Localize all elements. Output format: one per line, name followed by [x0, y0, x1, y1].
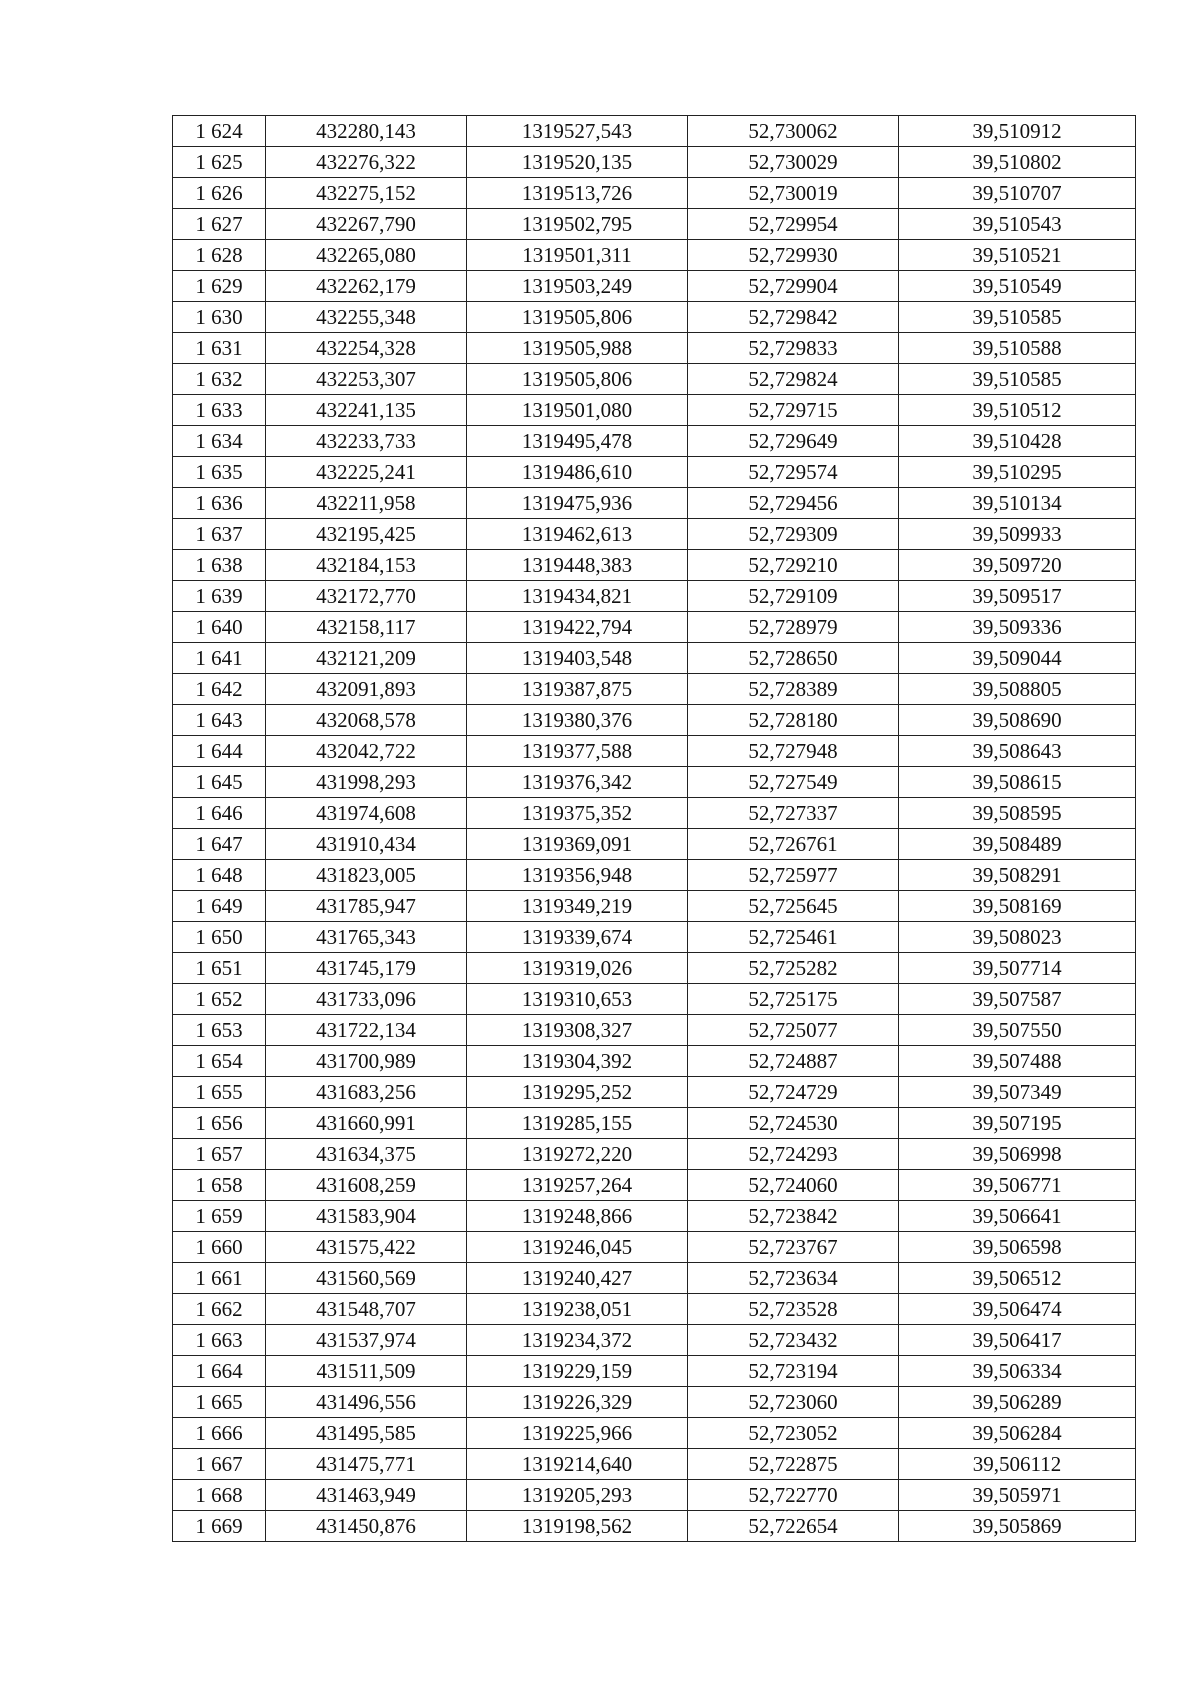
- y-coordinate-cell: 1319434,821: [467, 581, 688, 612]
- longitude-cell: 39,509044: [899, 643, 1136, 674]
- longitude-cell: 39,510802: [899, 147, 1136, 178]
- y-coordinate-cell: 1319356,948: [467, 860, 688, 891]
- table-row: [173, 674, 1136, 705]
- x-coordinate-cell: 432091,893: [266, 674, 467, 705]
- x-coordinate-cell: 431575,422: [266, 1232, 467, 1263]
- table-row: [173, 209, 1136, 240]
- latitude-cell: 52,730029: [688, 147, 899, 178]
- x-coordinate-cell: 432042,722: [266, 736, 467, 767]
- latitude-cell: 52,725282: [688, 953, 899, 984]
- x-coordinate-cell: 432225,241: [266, 457, 467, 488]
- point-number-cell: 1 637: [173, 519, 266, 550]
- y-coordinate-cell: 1319448,383: [467, 550, 688, 581]
- y-coordinate-cell: 1319198,562: [467, 1511, 688, 1542]
- longitude-cell: 39,507714: [899, 953, 1136, 984]
- x-coordinate-cell: 432158,117: [266, 612, 467, 643]
- y-coordinate-cell: 1319486,610: [467, 457, 688, 488]
- latitude-cell: 52,723194: [688, 1356, 899, 1387]
- longitude-cell: 39,506598: [899, 1232, 1136, 1263]
- latitude-cell: 52,729715: [688, 395, 899, 426]
- point-number-cell: 1 640: [173, 612, 266, 643]
- longitude-cell: 39,508595: [899, 798, 1136, 829]
- table-row: [173, 240, 1136, 271]
- longitude-cell: 39,510134: [899, 488, 1136, 519]
- table-row: [173, 1015, 1136, 1046]
- longitude-cell: 39,508690: [899, 705, 1136, 736]
- table-row: [173, 1449, 1136, 1480]
- x-coordinate-cell: 432275,152: [266, 178, 467, 209]
- point-number-cell: 1 625: [173, 147, 266, 178]
- latitude-cell: 52,729833: [688, 333, 899, 364]
- longitude-cell: 39,506284: [899, 1418, 1136, 1449]
- point-number-cell: 1 648: [173, 860, 266, 891]
- latitude-cell: 52,724729: [688, 1077, 899, 1108]
- latitude-cell: 52,725077: [688, 1015, 899, 1046]
- table-row: [173, 1046, 1136, 1077]
- y-coordinate-cell: 1319422,794: [467, 612, 688, 643]
- table-row: [173, 767, 1136, 798]
- table-row: [173, 1170, 1136, 1201]
- latitude-cell: 52,723528: [688, 1294, 899, 1325]
- longitude-cell: 39,508805: [899, 674, 1136, 705]
- longitude-cell: 39,510585: [899, 302, 1136, 333]
- point-number-cell: 1 642: [173, 674, 266, 705]
- y-coordinate-cell: 1319339,674: [467, 922, 688, 953]
- y-coordinate-cell: 1319502,795: [467, 209, 688, 240]
- table-row: [173, 1511, 1136, 1542]
- point-number-cell: 1 646: [173, 798, 266, 829]
- y-coordinate-cell: 1319272,220: [467, 1139, 688, 1170]
- longitude-cell: 39,509517: [899, 581, 1136, 612]
- point-number-cell: 1 651: [173, 953, 266, 984]
- latitude-cell: 52,729649: [688, 426, 899, 457]
- point-number-cell: 1 628: [173, 240, 266, 271]
- point-number-cell: 1 661: [173, 1263, 266, 1294]
- point-number-cell: 1 655: [173, 1077, 266, 1108]
- table-row: [173, 519, 1136, 550]
- point-number-cell: 1 638: [173, 550, 266, 581]
- y-coordinate-cell: 1319503,249: [467, 271, 688, 302]
- table-row: [173, 829, 1136, 860]
- point-number-cell: 1 645: [173, 767, 266, 798]
- latitude-cell: 52,723052: [688, 1418, 899, 1449]
- x-coordinate-cell: 432254,328: [266, 333, 467, 364]
- table-row: [173, 1480, 1136, 1511]
- point-number-cell: 1 663: [173, 1325, 266, 1356]
- y-coordinate-cell: 1319369,091: [467, 829, 688, 860]
- point-number-cell: 1 653: [173, 1015, 266, 1046]
- y-coordinate-cell: 1319475,936: [467, 488, 688, 519]
- y-coordinate-cell: 1319238,051: [467, 1294, 688, 1325]
- point-number-cell: 1 657: [173, 1139, 266, 1170]
- point-number-cell: 1 650: [173, 922, 266, 953]
- table-row: [173, 302, 1136, 333]
- x-coordinate-cell: 431495,585: [266, 1418, 467, 1449]
- latitude-cell: 52,723842: [688, 1201, 899, 1232]
- point-number-cell: 1 630: [173, 302, 266, 333]
- x-coordinate-cell: 432255,348: [266, 302, 467, 333]
- y-coordinate-cell: 1319520,135: [467, 147, 688, 178]
- x-coordinate-cell: 432184,153: [266, 550, 467, 581]
- latitude-cell: 52,725175: [688, 984, 899, 1015]
- x-coordinate-cell: 431634,375: [266, 1139, 467, 1170]
- table-row: [173, 333, 1136, 364]
- longitude-cell: 39,506417: [899, 1325, 1136, 1356]
- table-row: [173, 798, 1136, 829]
- x-coordinate-cell: 432262,179: [266, 271, 467, 302]
- y-coordinate-cell: 1319462,613: [467, 519, 688, 550]
- y-coordinate-cell: 1319505,806: [467, 364, 688, 395]
- latitude-cell: 52,723767: [688, 1232, 899, 1263]
- x-coordinate-cell: 431583,904: [266, 1201, 467, 1232]
- latitude-cell: 52,730019: [688, 178, 899, 209]
- y-coordinate-cell: 1319501,311: [467, 240, 688, 271]
- latitude-cell: 52,729954: [688, 209, 899, 240]
- point-number-cell: 1 660: [173, 1232, 266, 1263]
- longitude-cell: 39,506512: [899, 1263, 1136, 1294]
- table-row: [173, 643, 1136, 674]
- latitude-cell: 52,727337: [688, 798, 899, 829]
- y-coordinate-cell: 1319248,866: [467, 1201, 688, 1232]
- longitude-cell: 39,507587: [899, 984, 1136, 1015]
- longitude-cell: 39,507488: [899, 1046, 1136, 1077]
- x-coordinate-cell: 431511,509: [266, 1356, 467, 1387]
- y-coordinate-cell: 1319257,264: [467, 1170, 688, 1201]
- x-coordinate-cell: 431765,343: [266, 922, 467, 953]
- x-coordinate-cell: 432211,958: [266, 488, 467, 519]
- y-coordinate-cell: 1319229,159: [467, 1356, 688, 1387]
- x-coordinate-cell: 432195,425: [266, 519, 467, 550]
- longitude-cell: 39,506474: [899, 1294, 1136, 1325]
- y-coordinate-cell: 1319319,026: [467, 953, 688, 984]
- x-coordinate-cell: 431910,434: [266, 829, 467, 860]
- table-row: [173, 550, 1136, 581]
- point-number-cell: 1 659: [173, 1201, 266, 1232]
- point-number-cell: 1 652: [173, 984, 266, 1015]
- table-row: [173, 1201, 1136, 1232]
- point-number-cell: 1 636: [173, 488, 266, 519]
- x-coordinate-cell: 431998,293: [266, 767, 467, 798]
- x-coordinate-cell: 432267,790: [266, 209, 467, 240]
- x-coordinate-cell: 431660,991: [266, 1108, 467, 1139]
- point-number-cell: 1 643: [173, 705, 266, 736]
- y-coordinate-cell: 1319304,392: [467, 1046, 688, 1077]
- latitude-cell: 52,727549: [688, 767, 899, 798]
- table-row: [173, 581, 1136, 612]
- point-number-cell: 1 633: [173, 395, 266, 426]
- y-coordinate-cell: 1319226,329: [467, 1387, 688, 1418]
- latitude-cell: 52,729456: [688, 488, 899, 519]
- longitude-cell: 39,507349: [899, 1077, 1136, 1108]
- latitude-cell: 52,730062: [688, 116, 899, 147]
- point-number-cell: 1 664: [173, 1356, 266, 1387]
- longitude-cell: 39,510585: [899, 364, 1136, 395]
- x-coordinate-cell: 431733,096: [266, 984, 467, 1015]
- longitude-cell: 39,508615: [899, 767, 1136, 798]
- y-coordinate-cell: 1319214,640: [467, 1449, 688, 1480]
- longitude-cell: 39,508643: [899, 736, 1136, 767]
- y-coordinate-cell: 1319380,376: [467, 705, 688, 736]
- longitude-cell: 39,508291: [899, 860, 1136, 891]
- point-number-cell: 1 639: [173, 581, 266, 612]
- latitude-cell: 52,729904: [688, 271, 899, 302]
- longitude-cell: 39,510512: [899, 395, 1136, 426]
- longitude-cell: 39,510295: [899, 457, 1136, 488]
- x-coordinate-cell: 431548,707: [266, 1294, 467, 1325]
- x-coordinate-cell: 432253,307: [266, 364, 467, 395]
- table-row: [173, 1232, 1136, 1263]
- x-coordinate-cell: 431683,256: [266, 1077, 467, 1108]
- y-coordinate-cell: 1319285,155: [467, 1108, 688, 1139]
- x-coordinate-cell: 431700,989: [266, 1046, 467, 1077]
- x-coordinate-cell: 432172,770: [266, 581, 467, 612]
- latitude-cell: 52,723060: [688, 1387, 899, 1418]
- point-number-cell: 1 665: [173, 1387, 266, 1418]
- longitude-cell: 39,510521: [899, 240, 1136, 271]
- table-row: [173, 705, 1136, 736]
- y-coordinate-cell: 1319501,080: [467, 395, 688, 426]
- y-coordinate-cell: 1319376,342: [467, 767, 688, 798]
- coordinates-table: [172, 115, 1136, 1542]
- y-coordinate-cell: 1319310,653: [467, 984, 688, 1015]
- latitude-cell: 52,722875: [688, 1449, 899, 1480]
- longitude-cell: 39,508169: [899, 891, 1136, 922]
- point-number-cell: 1 632: [173, 364, 266, 395]
- table-row: [173, 116, 1136, 147]
- y-coordinate-cell: 1319349,219: [467, 891, 688, 922]
- longitude-cell: 39,506334: [899, 1356, 1136, 1387]
- latitude-cell: 52,729574: [688, 457, 899, 488]
- point-number-cell: 1 635: [173, 457, 266, 488]
- latitude-cell: 52,724293: [688, 1139, 899, 1170]
- longitude-cell: 39,510707: [899, 178, 1136, 209]
- longitude-cell: 39,507550: [899, 1015, 1136, 1046]
- table-row: [173, 612, 1136, 643]
- table-row: [173, 271, 1136, 302]
- point-number-cell: 1 631: [173, 333, 266, 364]
- latitude-cell: 52,729930: [688, 240, 899, 271]
- longitude-cell: 39,507195: [899, 1108, 1136, 1139]
- point-number-cell: 1 656: [173, 1108, 266, 1139]
- x-coordinate-cell: 432121,209: [266, 643, 467, 674]
- x-coordinate-cell: 431475,771: [266, 1449, 467, 1480]
- table-row: [173, 426, 1136, 457]
- table-row: [173, 147, 1136, 178]
- latitude-cell: 52,725977: [688, 860, 899, 891]
- longitude-cell: 39,506771: [899, 1170, 1136, 1201]
- table-row: [173, 1139, 1136, 1170]
- point-number-cell: 1 667: [173, 1449, 266, 1480]
- table-row: [173, 984, 1136, 1015]
- table-row: [173, 860, 1136, 891]
- longitude-cell: 39,505971: [899, 1480, 1136, 1511]
- latitude-cell: 52,724530: [688, 1108, 899, 1139]
- y-coordinate-cell: 1319205,293: [467, 1480, 688, 1511]
- y-coordinate-cell: 1319308,327: [467, 1015, 688, 1046]
- longitude-cell: 39,510428: [899, 426, 1136, 457]
- point-number-cell: 1 654: [173, 1046, 266, 1077]
- latitude-cell: 52,729210: [688, 550, 899, 581]
- x-coordinate-cell: 432265,080: [266, 240, 467, 271]
- x-coordinate-cell: 431823,005: [266, 860, 467, 891]
- table-row: [173, 891, 1136, 922]
- table-row: [173, 1325, 1136, 1356]
- y-coordinate-cell: 1319527,543: [467, 116, 688, 147]
- latitude-cell: 52,725645: [688, 891, 899, 922]
- point-number-cell: 1 624: [173, 116, 266, 147]
- table-row: [173, 1077, 1136, 1108]
- y-coordinate-cell: 1319234,372: [467, 1325, 688, 1356]
- x-coordinate-cell: 431608,259: [266, 1170, 467, 1201]
- longitude-cell: 39,510588: [899, 333, 1136, 364]
- point-number-cell: 1 626: [173, 178, 266, 209]
- longitude-cell: 39,509336: [899, 612, 1136, 643]
- longitude-cell: 39,506289: [899, 1387, 1136, 1418]
- latitude-cell: 52,728650: [688, 643, 899, 674]
- y-coordinate-cell: 1319513,726: [467, 178, 688, 209]
- x-coordinate-cell: 431722,134: [266, 1015, 467, 1046]
- point-number-cell: 1 658: [173, 1170, 266, 1201]
- latitude-cell: 52,729109: [688, 581, 899, 612]
- latitude-cell: 52,723432: [688, 1325, 899, 1356]
- x-coordinate-cell: 432233,733: [266, 426, 467, 457]
- latitude-cell: 52,728389: [688, 674, 899, 705]
- latitude-cell: 52,728180: [688, 705, 899, 736]
- y-coordinate-cell: 1319387,875: [467, 674, 688, 705]
- x-coordinate-cell: 431496,556: [266, 1387, 467, 1418]
- x-coordinate-cell: 431450,876: [266, 1511, 467, 1542]
- table-row: [173, 1418, 1136, 1449]
- point-number-cell: 1 644: [173, 736, 266, 767]
- y-coordinate-cell: 1319225,966: [467, 1418, 688, 1449]
- y-coordinate-cell: 1319377,588: [467, 736, 688, 767]
- point-number-cell: 1 629: [173, 271, 266, 302]
- longitude-cell: 39,509933: [899, 519, 1136, 550]
- point-number-cell: 1 662: [173, 1294, 266, 1325]
- point-number-cell: 1 649: [173, 891, 266, 922]
- y-coordinate-cell: 1319295,252: [467, 1077, 688, 1108]
- table-row: [173, 457, 1136, 488]
- y-coordinate-cell: 1319246,045: [467, 1232, 688, 1263]
- table-row: [173, 1356, 1136, 1387]
- latitude-cell: 52,729842: [688, 302, 899, 333]
- y-coordinate-cell: 1319505,806: [467, 302, 688, 333]
- table-row: [173, 178, 1136, 209]
- longitude-cell: 39,506641: [899, 1201, 1136, 1232]
- latitude-cell: 52,722654: [688, 1511, 899, 1542]
- longitude-cell: 39,510543: [899, 209, 1136, 240]
- table-row: [173, 1294, 1136, 1325]
- table-row: [173, 364, 1136, 395]
- latitude-cell: 52,729309: [688, 519, 899, 550]
- y-coordinate-cell: 1319403,548: [467, 643, 688, 674]
- table-row: [173, 922, 1136, 953]
- y-coordinate-cell: 1319375,352: [467, 798, 688, 829]
- longitude-cell: 39,510549: [899, 271, 1136, 302]
- x-coordinate-cell: 431745,179: [266, 953, 467, 984]
- y-coordinate-cell: 1319505,988: [467, 333, 688, 364]
- latitude-cell: 52,729824: [688, 364, 899, 395]
- table-row: [173, 395, 1136, 426]
- longitude-cell: 39,506998: [899, 1139, 1136, 1170]
- latitude-cell: 52,723634: [688, 1263, 899, 1294]
- table-row: [173, 1108, 1136, 1139]
- y-coordinate-cell: 1319495,478: [467, 426, 688, 457]
- latitude-cell: 52,728979: [688, 612, 899, 643]
- longitude-cell: 39,508489: [899, 829, 1136, 860]
- y-coordinate-cell: 1319240,427: [467, 1263, 688, 1294]
- latitude-cell: 52,722770: [688, 1480, 899, 1511]
- table-row: [173, 1387, 1136, 1418]
- point-number-cell: 1 668: [173, 1480, 266, 1511]
- x-coordinate-cell: 432276,322: [266, 147, 467, 178]
- x-coordinate-cell: 431463,949: [266, 1480, 467, 1511]
- x-coordinate-cell: 431974,608: [266, 798, 467, 829]
- longitude-cell: 39,505869: [899, 1511, 1136, 1542]
- table-row: [173, 953, 1136, 984]
- point-number-cell: 1 627: [173, 209, 266, 240]
- longitude-cell: 39,509720: [899, 550, 1136, 581]
- longitude-cell: 39,506112: [899, 1449, 1136, 1480]
- x-coordinate-cell: 432241,135: [266, 395, 467, 426]
- point-number-cell: 1 666: [173, 1418, 266, 1449]
- x-coordinate-cell: 431560,569: [266, 1263, 467, 1294]
- x-coordinate-cell: 431785,947: [266, 891, 467, 922]
- latitude-cell: 52,727948: [688, 736, 899, 767]
- coordinates-table-body: [173, 116, 1136, 1542]
- table-row: [173, 736, 1136, 767]
- point-number-cell: 1 641: [173, 643, 266, 674]
- table-row: [173, 1263, 1136, 1294]
- longitude-cell: 39,508023: [899, 922, 1136, 953]
- latitude-cell: 52,725461: [688, 922, 899, 953]
- point-number-cell: 1 669: [173, 1511, 266, 1542]
- table-row: [173, 488, 1136, 519]
- x-coordinate-cell: 432280,143: [266, 116, 467, 147]
- latitude-cell: 52,724060: [688, 1170, 899, 1201]
- point-number-cell: 1 634: [173, 426, 266, 457]
- x-coordinate-cell: 431537,974: [266, 1325, 467, 1356]
- longitude-cell: 39,510912: [899, 116, 1136, 147]
- latitude-cell: 52,726761: [688, 829, 899, 860]
- latitude-cell: 52,724887: [688, 1046, 899, 1077]
- point-number-cell: 1 647: [173, 829, 266, 860]
- x-coordinate-cell: 432068,578: [266, 705, 467, 736]
